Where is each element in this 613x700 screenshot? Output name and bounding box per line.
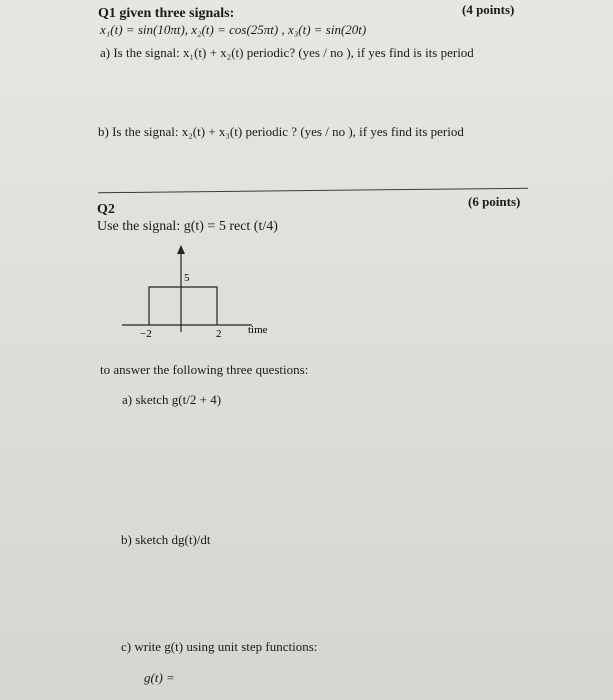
q2-part-c: c) write g(t) using unit step functions:	[121, 639, 318, 654]
q2-intro: Use the signal: g(t) = 5 rect (t/4)	[97, 219, 278, 234]
q1-title: Q1 given three signals:	[98, 6, 235, 21]
q1-points: (4 points)	[462, 2, 515, 17]
q1-signals: x₁(t) = sin(10πt), x₂(t) = cos(25πt) , x₃(t) = sin(20t)	[100, 22, 367, 37]
tick-label-neg2: −2	[140, 328, 152, 340]
q2-points: (6 points)	[468, 194, 521, 209]
axis-arrow-up-icon	[177, 245, 185, 254]
q2-part-a: a) sketch g(t/2 + 4)	[122, 392, 222, 407]
q2-part-b: b) sketch dg(t)/dt	[121, 532, 211, 547]
section-divider	[98, 188, 528, 194]
amplitude-label: 5	[184, 272, 190, 284]
q2-answer-line: g(t) =	[144, 670, 175, 685]
q1-part-b: b) Is the signal: x₂(t) + x₃(t) periodic ? (yes / no ), if yes find its period	[98, 124, 464, 139]
q1-part-a: a) Is the signal: x₁(t) + x₂(t) periodic? (yes / no ), if yes find is its period	[100, 45, 474, 60]
rect-signal-graph	[120, 240, 290, 350]
q2-lead: to answer the following three questions:	[100, 362, 309, 377]
q2-title: Q2	[97, 202, 115, 217]
rect-pulse	[149, 287, 217, 325]
tick-label-2: 2	[216, 328, 222, 340]
time-axis-label: time	[248, 324, 268, 336]
